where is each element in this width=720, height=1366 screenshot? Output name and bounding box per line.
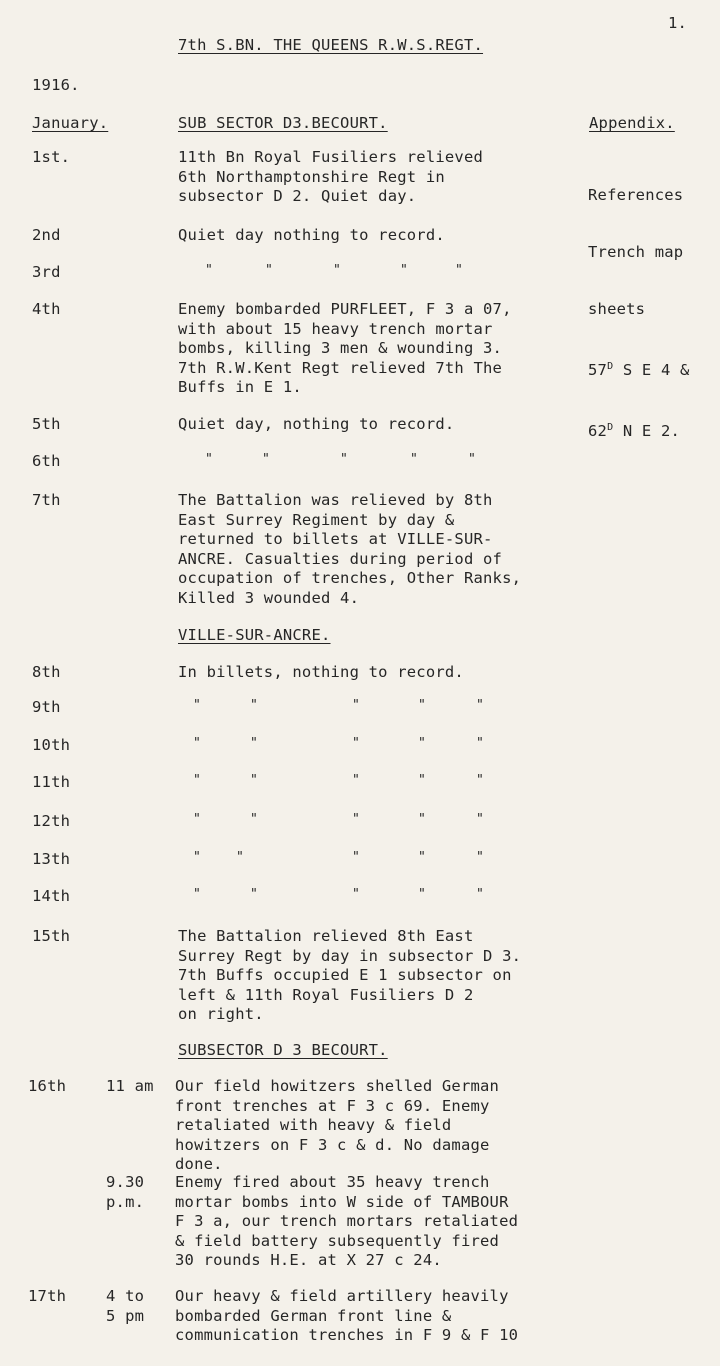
entry-time: 11 am	[106, 1077, 154, 1095]
appendix-line: Trench map	[588, 243, 684, 261]
ditto-mark: "	[352, 773, 360, 788]
ditto-mark: "	[340, 452, 348, 467]
entry-time: 4 to 5 pm	[106, 1287, 145, 1325]
ditto-mark: "	[250, 698, 258, 713]
ditto-mark: "	[352, 698, 360, 713]
ditto-mark: "	[352, 736, 360, 751]
ditto-mark: "	[250, 736, 258, 751]
appendix-notes	[588, 148, 690, 479]
entry-date: 9th	[32, 698, 61, 716]
ditto-mark: "	[468, 452, 476, 467]
ditto-mark: "	[476, 736, 484, 751]
entry-text: Our heavy & field artillery heavily bombarded German front line & communication trenches in F 9 & F 10	[175, 1287, 519, 1344]
entry-date: 7th	[32, 491, 61, 509]
entry-date: 10th	[32, 736, 71, 754]
ditto-mark: "	[476, 698, 484, 713]
ditto-mark: "	[410, 452, 418, 467]
ditto-mark: "	[236, 850, 244, 865]
ditto-mark: "	[418, 850, 426, 865]
ditto-mark: "	[352, 887, 360, 902]
entry-text: The Battalion relieved 8th East Surrey Regt by day in subsector D 3. 7th Buffs occupied E 1 subsector on left & 11th Royal Fusiliers D 2 on right.	[178, 927, 522, 1023]
section-heading-becourt: SUB SECTOR D3.BECOURT.	[178, 114, 388, 132]
entry-text: Quiet day nothing to record.	[178, 226, 445, 244]
ditto-mark: "	[265, 263, 273, 278]
ditto-mark: "	[418, 698, 426, 713]
appendix-heading: Appendix.	[589, 114, 675, 132]
ditto-mark: "	[250, 887, 258, 902]
ditto-mark: "	[205, 452, 213, 467]
ditto-mark: "	[205, 263, 213, 278]
ditto-mark: "	[352, 850, 360, 865]
entry-time: 9.30 p.m.	[106, 1173, 145, 1211]
ditto-mark: "	[455, 263, 463, 278]
appendix-map-sheet: $62^D$ N E 2.	[588, 422, 681, 440]
ditto-mark: "	[193, 850, 201, 865]
appendix-line: References	[588, 186, 684, 204]
entry-text: Enemy bombarded PURFLEET, F 3 a 07, with about 15 heavy trench mortar bombs, killing 3 men & wounding 3. 7th R.W.Kent Regt relieved 7th The Buffs in E 1.	[178, 300, 512, 396]
year: 1916.	[32, 76, 80, 94]
ditto-mark: "	[193, 698, 201, 713]
entry-date: 2nd	[32, 226, 61, 244]
document-title: 7th S.BN. THE QUEENS R.W.S.REGT.	[178, 36, 484, 54]
entry-date: 3rd	[32, 263, 61, 281]
appendix-line: sheets	[588, 300, 646, 318]
section-heading-ville: VILLE-SUR-ANCRE.	[178, 626, 331, 644]
entry-text: Enemy fired about 35 heavy trench mortar bombs into W side of TAMBOUR F 3 a, our trench mortars retaliated & field battery subsequently fired 30 rounds H.E. at X 27 c 24.	[175, 1173, 519, 1269]
ditto-mark: "	[476, 850, 484, 865]
page-number: 1.	[668, 14, 688, 32]
ditto-mark: "	[333, 263, 341, 278]
entry-date: 11th	[32, 773, 71, 791]
ditto-mark: "	[418, 773, 426, 788]
ditto-mark: "	[400, 263, 408, 278]
entry-date: 13th	[32, 850, 71, 868]
ditto-mark: "	[476, 887, 484, 902]
entry-date: 15th	[32, 927, 71, 945]
entry-date: 16th	[28, 1077, 67, 1095]
entry-text: 11th Bn Royal Fusiliers relieved 6th Northamptonshire Regt in subsector D 2. Quiet day.	[178, 148, 484, 205]
ditto-mark: "	[250, 812, 258, 827]
entry-date: 8th	[32, 663, 61, 681]
appendix-map-sheet: $57^D$ S E 4 &	[588, 361, 690, 379]
entry-date: 5th	[32, 415, 61, 433]
entry-date: 12th	[32, 812, 71, 830]
ditto-mark: "	[250, 773, 258, 788]
ditto-mark: "	[262, 452, 270, 467]
entry-date: 14th	[32, 887, 71, 905]
ditto-mark: "	[476, 812, 484, 827]
entry-date: 6th	[32, 452, 61, 470]
entry-date: 4th	[32, 300, 61, 318]
ditto-mark: "	[193, 812, 201, 827]
ditto-mark: "	[418, 887, 426, 902]
ditto-mark: "	[418, 812, 426, 827]
entry-date: 17th	[28, 1287, 67, 1305]
ditto-mark: "	[193, 773, 201, 788]
ditto-mark: "	[352, 812, 360, 827]
entry-text: The Battalion was relieved by 8th East Surrey Regiment by day & returned to billets at VILLE-SUR- ANCRE. Casualties during period of occupation of trenches, Other Ranks, Killed 3 wounded 4.	[178, 491, 522, 607]
ditto-mark: "	[476, 773, 484, 788]
ditto-mark: "	[193, 887, 201, 902]
ditto-mark: "	[418, 736, 426, 751]
entry-text: Our field howitzers shelled German front trenches at F 3 c 69. Enemy retaliated with heavy & field howitzers on F 3 c & d. No damage done.	[175, 1077, 500, 1173]
ditto-mark: "	[193, 736, 201, 751]
month-heading: January.	[32, 114, 109, 132]
entry-text: In billets, nothing to record.	[178, 663, 464, 681]
section-heading-subsector: SUBSECTOR D 3 BECOURT.	[178, 1041, 388, 1059]
entry-text: Quiet day, nothing to record.	[178, 415, 455, 433]
entry-date: 1st.	[32, 148, 71, 166]
